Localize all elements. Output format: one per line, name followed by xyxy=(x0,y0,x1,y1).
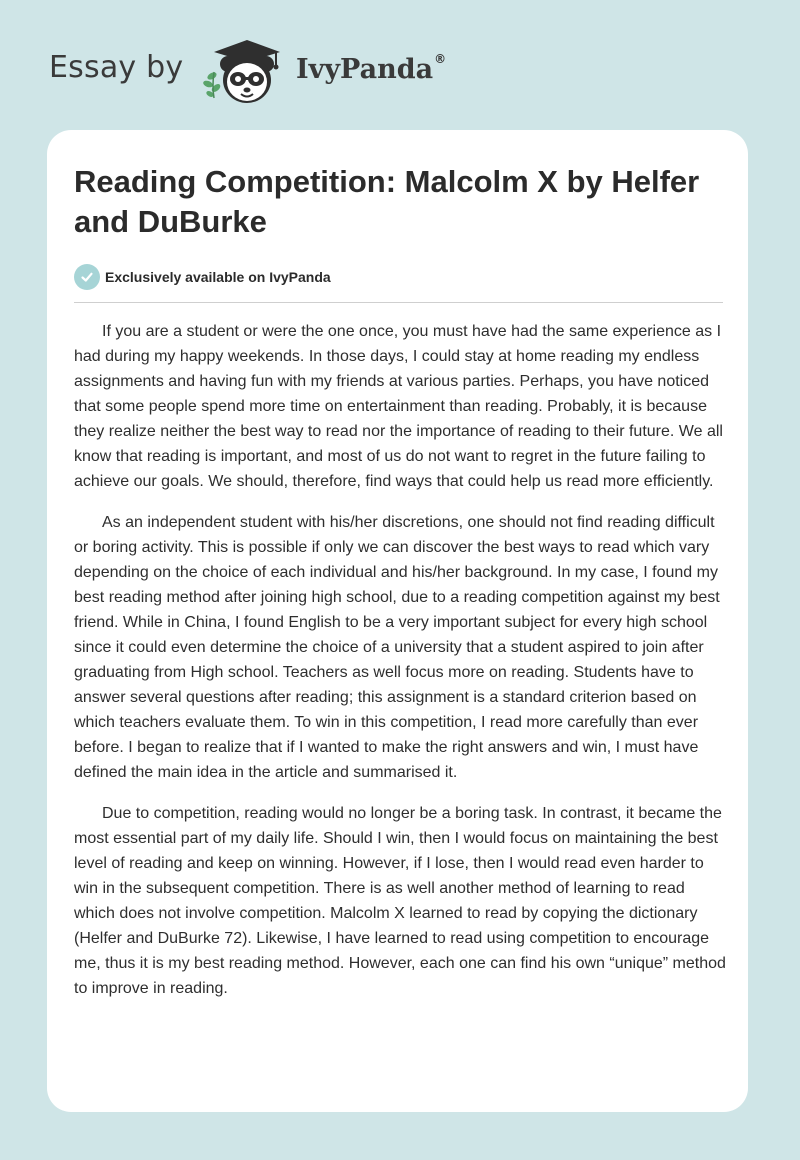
registered-mark: ® xyxy=(434,52,447,66)
check-icon xyxy=(74,264,100,290)
paragraph: As an independent student with his/her discretions, one should not find reading difficult or boring activity. This is possible if only we can discover the best ways to read which vary depending on the choice of each individual and his/her background. In my case, I found my best reading method after joining high school, due to a reading competition against my best friend. While in China, I found English to be a very important subject for every high school since it could even determine the choice of a university that a student aspired to join after graduating from High school. Teachers as well focus more on reading. Students have to answer several questions after reading; this assignment is a standard criterion based on which teachers evaluate them. To win in this competition, I read more carefully than ever before. I began to realize that if I wanted to make the right answers and win, I must have defined the main idea in the article and summarised it. xyxy=(74,514,720,781)
divider xyxy=(74,302,723,303)
site-header xyxy=(0,0,800,130)
essay-body xyxy=(74,319,726,1017)
exclusive-badge xyxy=(74,264,331,290)
panda-graduation-cap-icon[interactable] xyxy=(198,36,294,108)
paragraph: If you are a student or were the one once, you must have had the same experience as I had during my happy weekends. In those days, I could stay at home reading my endless assignments and having fun with my friends at various parties. Perhaps, you have noticed that some people spend more time on entertainment than reading. Probably, it is because they realize neither the best way to read nor the importance of reading to their future. We all know that reading is important, and most of us do not want to regret in the future failing to achieve our goals. We should, therefore, find ways that could help us read more efficiently. xyxy=(74,323,723,490)
brand-text: IvyPanda xyxy=(296,54,434,85)
exclusive-label: Exclusively available on IvyPanda xyxy=(105,269,331,285)
essay-by-label: Essay by xyxy=(49,50,184,85)
essay-title: Reading Competition: Malcolm X by Helfer and DuBurke xyxy=(74,164,700,239)
essay-card xyxy=(47,130,748,1112)
brand-name[interactable] xyxy=(296,54,446,85)
paragraph: Due to competition, reading would no longer be a boring task. In contrast, it became the most essential part of my daily life. Should I win, then I would focus on maintaining the best level of reading and keep on winning. However, if I lose, then I would read even harder to win in the subsequent competition. There is as well another method of learning to read which does not involve competition. Malcolm X learned to read by copying the dictionary (Helfer and DuBurke 72). Likewise, I have learned to read using competition to encourage me, thus it is my best reading method. However, each one can find his own “unique” method to improve in reading. xyxy=(74,805,726,997)
